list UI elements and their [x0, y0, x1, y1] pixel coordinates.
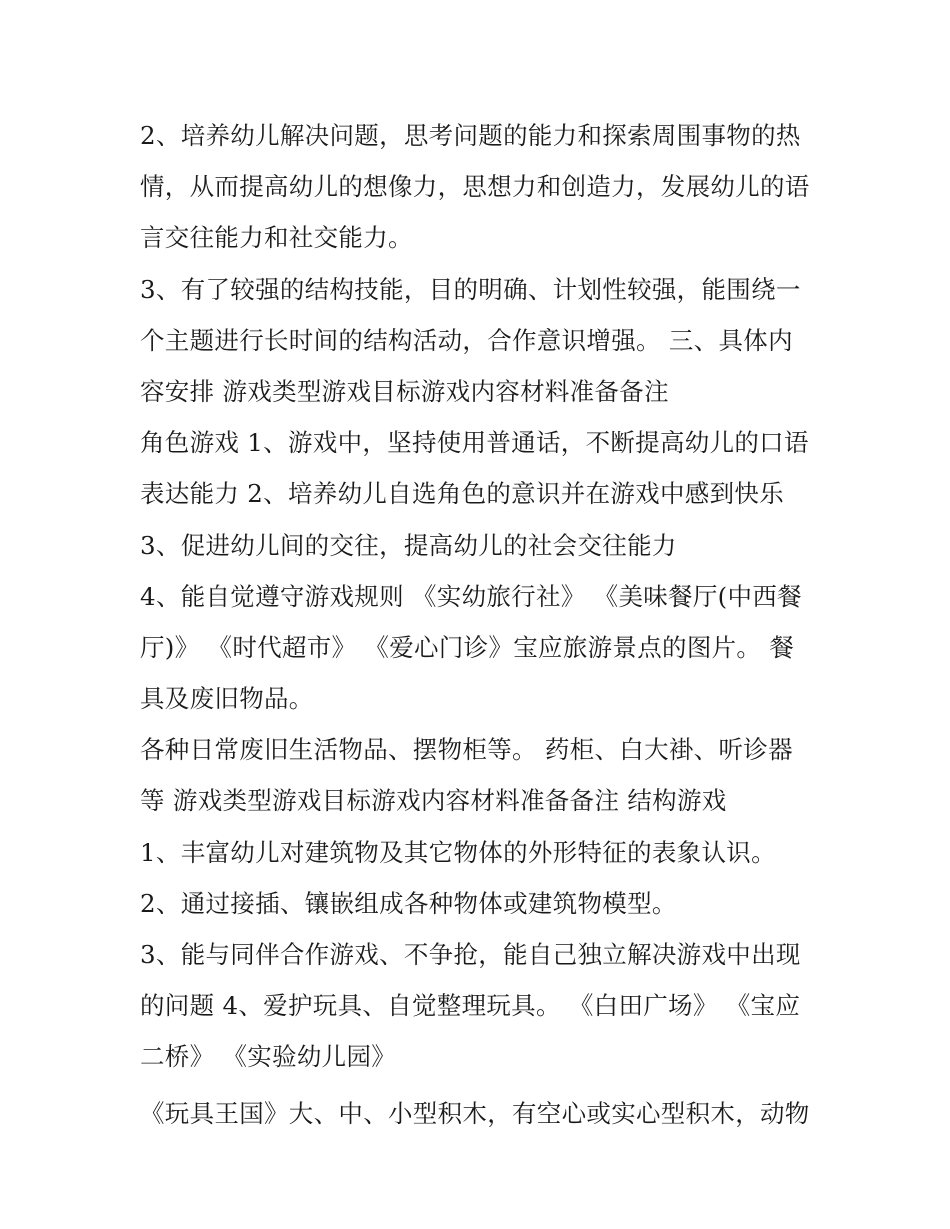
text-line: 二桥》 《实验幼儿园》 — [140, 1042, 397, 1072]
text-line: 表达能力 2、培养幼儿自选角色的意识并在游戏中感到快乐 — [140, 479, 784, 509]
text-line: 《玩具王国》大、中、小型积木，有空心或实心型积木，动物 — [140, 1098, 810, 1128]
text-line: 厅)》 《时代超市》 《爱心门诊》宝应旅游景点的图片。 餐 — [140, 632, 795, 662]
text-line: 等 游戏类型游戏目标游戏内容材料准备备注 结构游戏 — [140, 786, 727, 816]
text-line: 情，从而提高幼儿的想像力，思想力和创造力，发展幼儿的语 — [140, 172, 810, 202]
text-line: 3、有了较强的结构技能，目的明确、计划性较强，能围绕一 — [140, 274, 801, 304]
text-line: 2、培养幼儿解决问题，思考问题的能力和探索周围事物的热 — [140, 121, 801, 150]
text-line: 角色游戏 1、游戏中，坚持使用普通话，不断提高幼儿的口语 — [140, 428, 809, 458]
text-line: 3、促进幼儿间的交往，提高幼儿的社会交往能力 — [140, 530, 677, 560]
text-line: 各种日常废旧生活物品、摆物柜等。 药柜、白大褂、听诊器 — [140, 735, 793, 765]
text-line: 3、能与同伴合作游戏、不争抢，能自己独立解决游戏中出现 — [140, 940, 801, 969]
text-line: 个主题进行长时间的结构活动，合作意识增强。 三、具体内 — [140, 325, 793, 355]
text-line: 具及废旧物品。 — [140, 684, 314, 714]
text-line: 1、丰富幼儿对建筑物及其它物体的外形特征的表象认识。 — [140, 837, 776, 867]
text-line: 言交往能力和社交能力。 — [140, 223, 413, 253]
text-line: 容安排 游戏类型游戏目标游戏内容材料准备备注 — [140, 376, 669, 406]
text-line: 2、通过接插、镶嵌组成各种物体或建筑物模型。 — [140, 888, 677, 918]
text-line: 的问题 4、爱护玩具、自觉整理玩具。 《白田广场》 《宝应 — [140, 991, 801, 1021]
text-line: 4、能自觉遵守游戏规则 《实幼旅行社》 《美味餐厅(中西餐 — [140, 581, 802, 611]
body-text — [140, 110, 830, 1139]
